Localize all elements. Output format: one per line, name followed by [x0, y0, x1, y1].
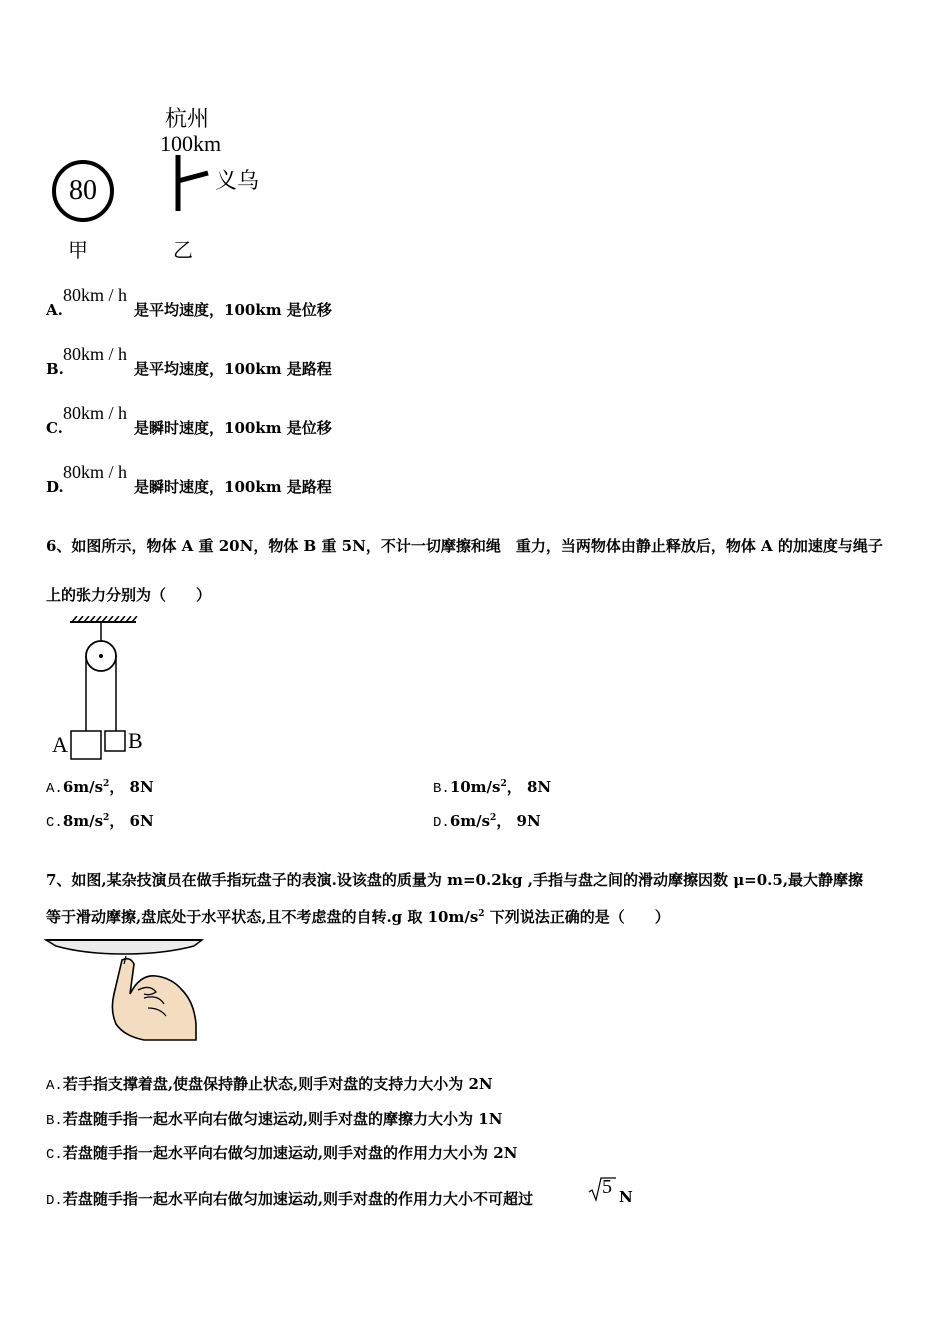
pulley-figure — [48, 616, 158, 761]
q5-option-c-text: 是瞬时速度，100km 是位移 — [134, 419, 332, 437]
q5-option-a-text: 是平均速度，100km 是位移 — [134, 301, 332, 319]
q7-option-b: B.若盘随手指一起水平向右做匀速运动,则手对盘的摩擦力大小为 1N — [46, 1110, 503, 1129]
q5-option-a-label: A. — [46, 301, 63, 319]
plate-hand-figure — [44, 934, 209, 1046]
speed-limit-value: 80 — [69, 175, 97, 206]
q5-option-c-label: C. — [46, 419, 63, 437]
q6-option-a: $A.6m/s^2$， 8N — [46, 778, 154, 797]
q7-stem-line2: 等于滑动摩擦,盘底处于水平状态,且不考虑盘的自转.g 取 $10m/s^2$ 下列说法正确的是（ ） — [46, 908, 670, 926]
q5-option-b-text: 是平均速度，100km 是路程 — [134, 360, 332, 378]
q6-stem-line1: 6、如图所示，物体 A 重 20N，物体 B 重 5N，不计一切摩擦和绳 重力，当两物体由静止释放后，物体 A 的加速度与绳子 — [46, 537, 883, 555]
q5-option-d-unit: 80km / h — [63, 462, 128, 482]
q5-option-c-unit: 80km / h — [63, 403, 128, 423]
q7-stem-line1: 7、如图,某杂技演员在做手指玩盘子的表演.设该盘的质量为 m=0.2kg ,手指与盘之间的滑动摩擦因数 μ=0.5,最大静摩擦 — [46, 871, 864, 889]
sign-destination-hangzhou: 杭州 — [165, 107, 210, 132]
q5-option-a-unit: 80km / h — [63, 285, 128, 305]
q6-option-d: $D.6m/s^2$， 9N — [433, 812, 541, 831]
q6-option-c: $C.8m/s^2$， 6N — [46, 812, 154, 831]
q5-option-d-text: 是瞬时速度，100km 是路程 — [134, 478, 332, 496]
figure-label-yi: 乙 — [173, 238, 193, 262]
figure-label-jia: 甲 — [68, 238, 88, 262]
q7-option-d-unit: N — [619, 1188, 633, 1206]
block-a-label: A — [52, 732, 68, 757]
q7-option-c: C.若盘随手指一起水平向右做匀加速运动,则手对盘的作用力大小为 2N — [46, 1144, 518, 1163]
junction-sign-icon — [168, 155, 218, 215]
q7-option-d: D.若盘随手指一起水平向右做匀加速运动,则手对盘的作用力大小不可超过 — [46, 1190, 534, 1209]
sign-distance: 100km — [160, 131, 222, 156]
plate-on-finger-illustration — [44, 934, 209, 1046]
q6-option-b: $B.10m/s^2$， 8N — [433, 778, 552, 797]
sqrt-value: 5 — [602, 1176, 612, 1198]
q5-option-d-label: D. — [46, 478, 64, 496]
q6-stem-line2: 上的张力分别为（ ） — [46, 586, 212, 604]
speed-limit-sign — [52, 160, 114, 222]
q5-option-b-unit: 80km / h — [63, 344, 128, 364]
road-signs-figure — [40, 100, 280, 265]
q7-option-a: A.若手指支撑着盘,使盘保持静止状态,则手对盘的支持力大小为 2N — [46, 1075, 493, 1094]
sign-destination-yiwu: 义乌 — [215, 169, 260, 194]
q5-option-b-label: B. — [46, 360, 64, 378]
block-b-label: B — [128, 728, 143, 753]
